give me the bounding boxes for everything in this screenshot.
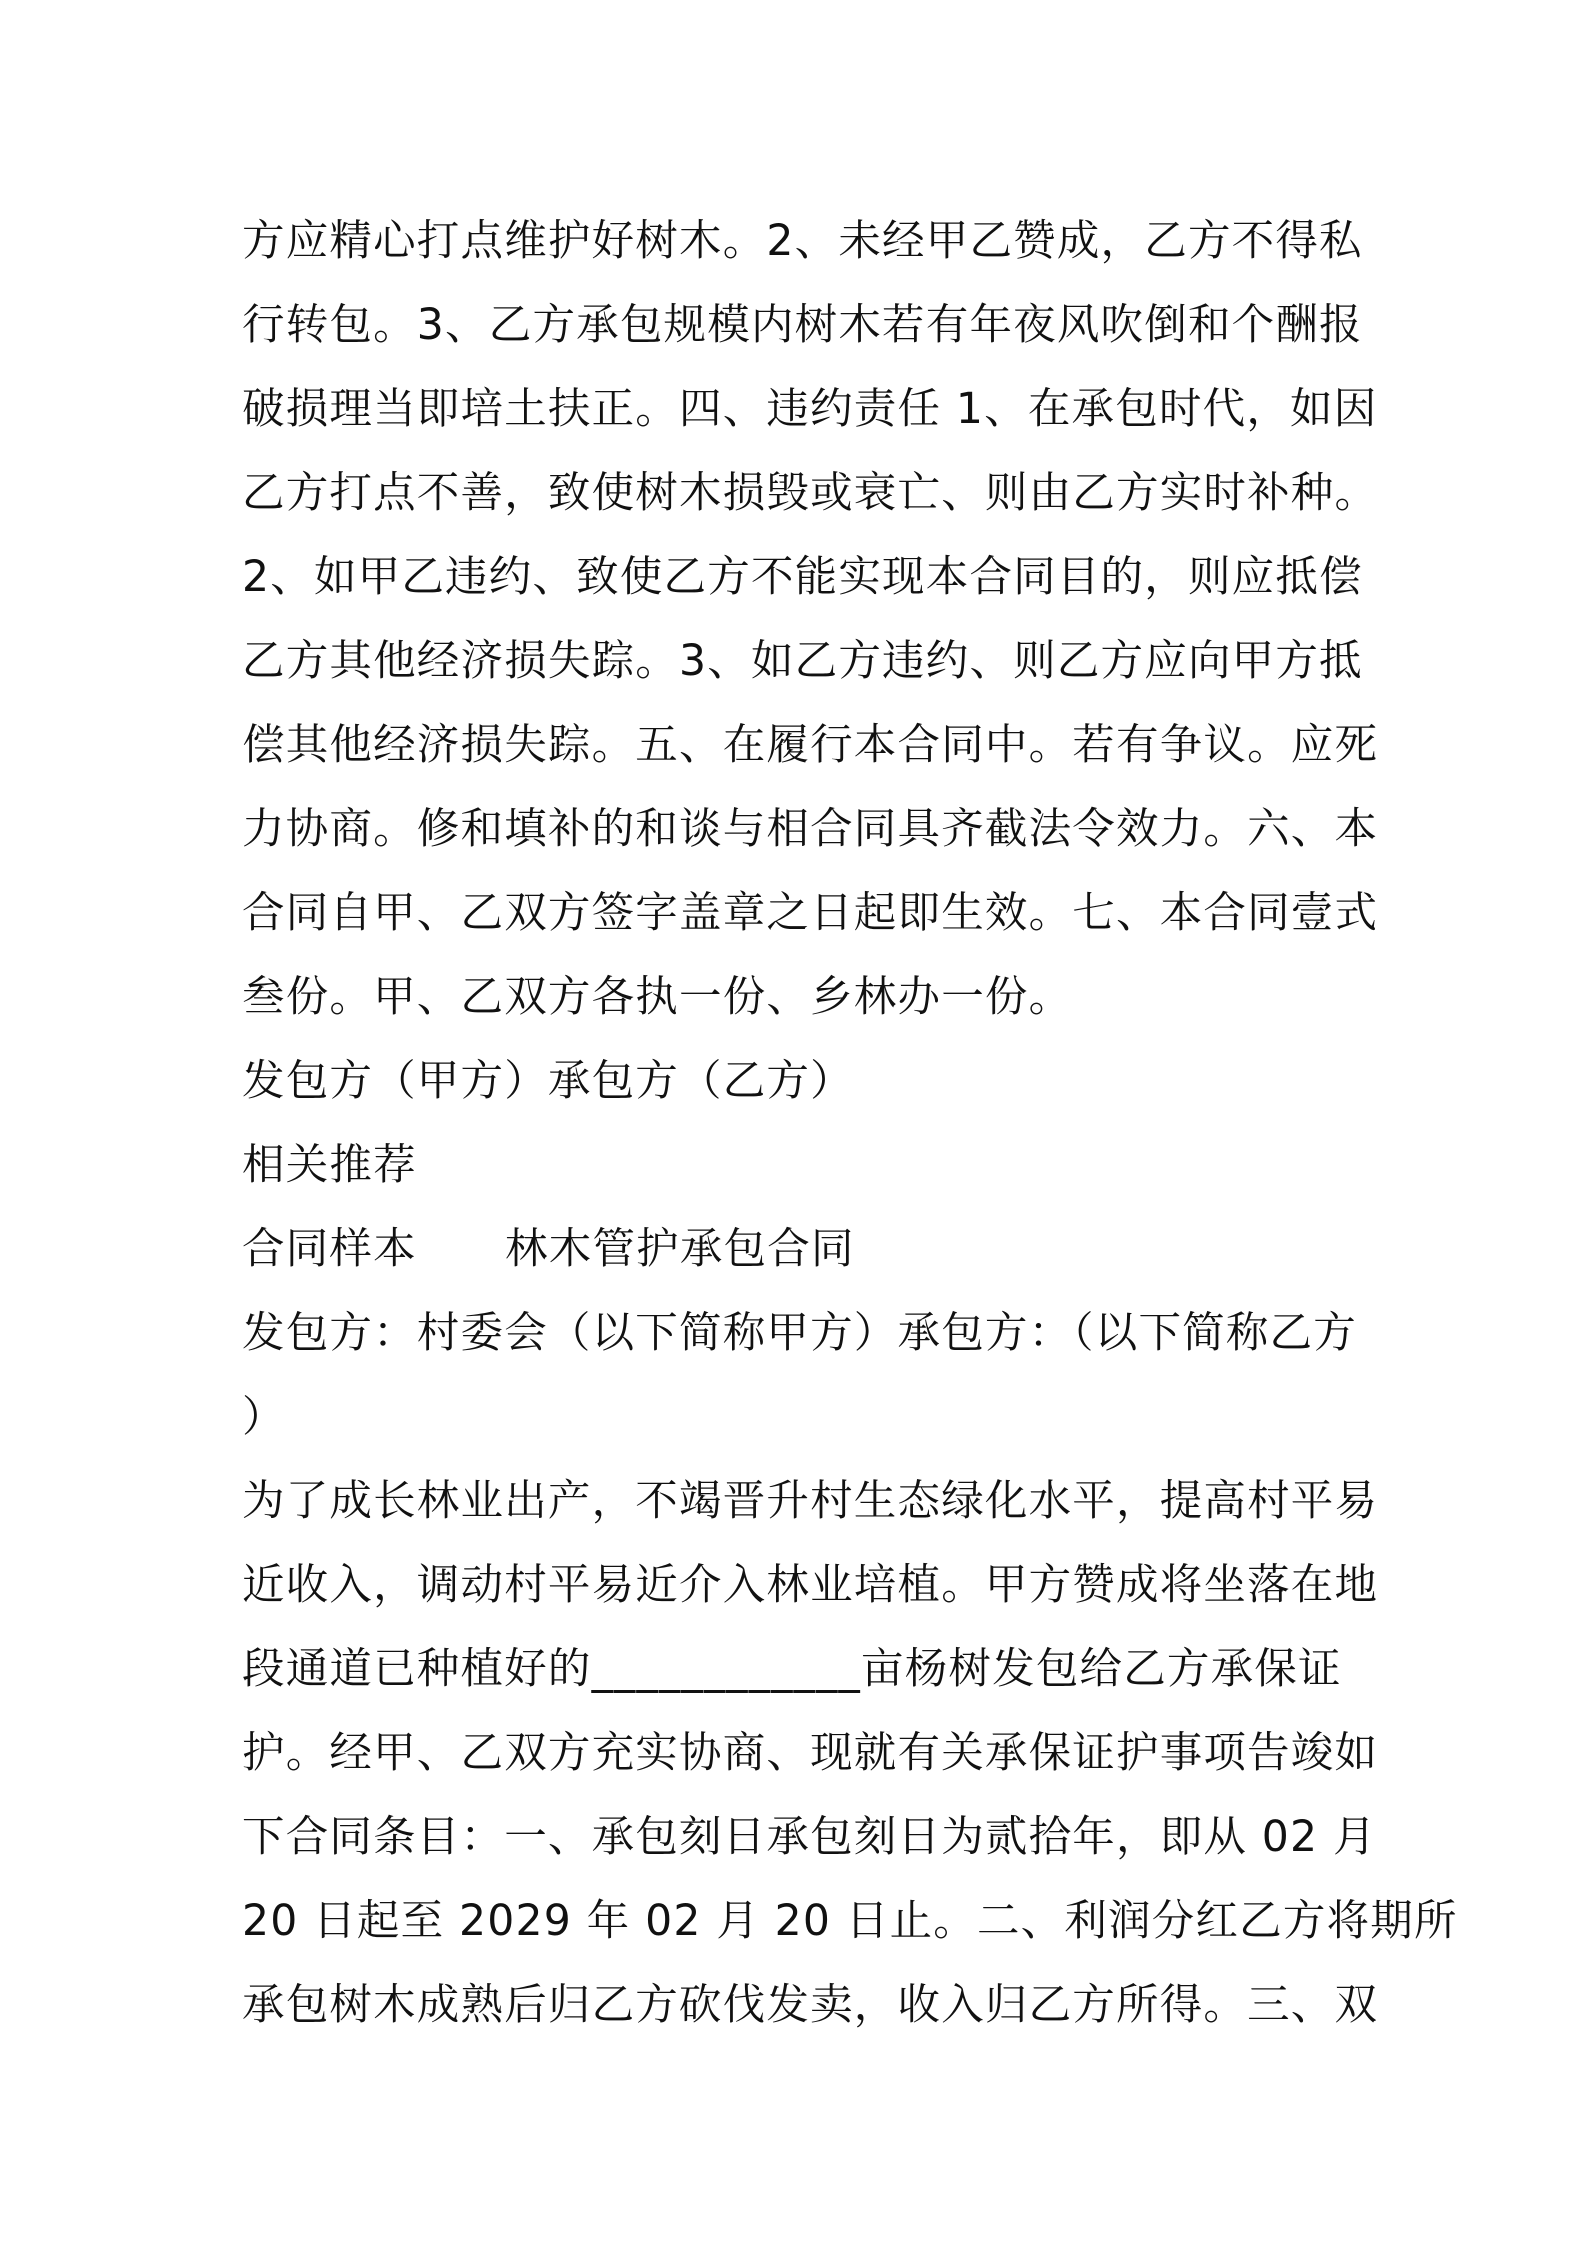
- text-line: 乙方其他经济损失踪。3、如乙方违约、则乙方应向甲方抵: [242, 637, 1363, 686]
- text-line: 偿其他经济损失踪。五、在履行本合同中。若有争议。应死: [242, 721, 1379, 770]
- text-line: 方应精心打点维护好树木。2、未经甲乙赞成，乙方不得私: [242, 217, 1363, 266]
- text-line: 叁份。甲、乙双方各执一份、乡林办一份。: [242, 973, 1073, 1022]
- document-page: [242, 200, 1458, 2048]
- text-line: 下合同条目：一、承包刻日承包刻日为贰拾年，即从 02 月: [242, 1813, 1377, 1862]
- text-line: 力协商。修和填补的和谈与相合同具齐截法令效力。六、本: [242, 805, 1379, 854]
- text-line: ）: [242, 1393, 286, 1442]
- text-line: 承包树木成熟后归乙方砍伐发卖，收入归乙方所得。三、双: [242, 1981, 1379, 2030]
- text-line: 2、如甲乙违约、致使乙方不能实现本合同目的，则应抵偿: [242, 553, 1363, 602]
- signature-line: 发包方（甲方）承包方（乙方）: [242, 1057, 854, 1106]
- text-line: 护。经甲、乙双方充实协商、现就有关承保证护事项告竣如: [242, 1729, 1379, 1778]
- text-line: 近收入，调动村平易近介入林业培植。甲方赞成将坐落在地: [242, 1561, 1379, 1610]
- text-line: 段通道已种植好的____________亩杨树发包给乙方承保证: [242, 1645, 1342, 1694]
- text-line: 行转包。3、乙方承包规模内树木若有年夜风吹倒和个酬报: [242, 301, 1363, 350]
- text-line: 为了成长林业出产，不竭晋升村生态绿化水平，提高村平易: [242, 1477, 1379, 1526]
- related-heading: 相关推荐: [242, 1141, 417, 1190]
- text-line: 合同自甲、乙双方签字盖章之日起即生效。七、本合同壹式: [242, 889, 1379, 938]
- text-line: 乙方打点不善，致使树木损毁或衰亡、则由乙方实时补种。: [242, 469, 1379, 518]
- text-line: 发包方：村委会（以下简称甲方）承包方：（以下简称乙方: [242, 1309, 1357, 1358]
- text-line: 20 日起至 2029 年 02 月 20 日止。二、利润分红乙方将期所: [242, 1897, 1458, 1946]
- text-line: 破损理当即培土扶正。四、违约责任 1、在承包时代，如因: [242, 385, 1378, 434]
- contract-title: 合同样本 林木管护承包合同: [242, 1225, 855, 1274]
